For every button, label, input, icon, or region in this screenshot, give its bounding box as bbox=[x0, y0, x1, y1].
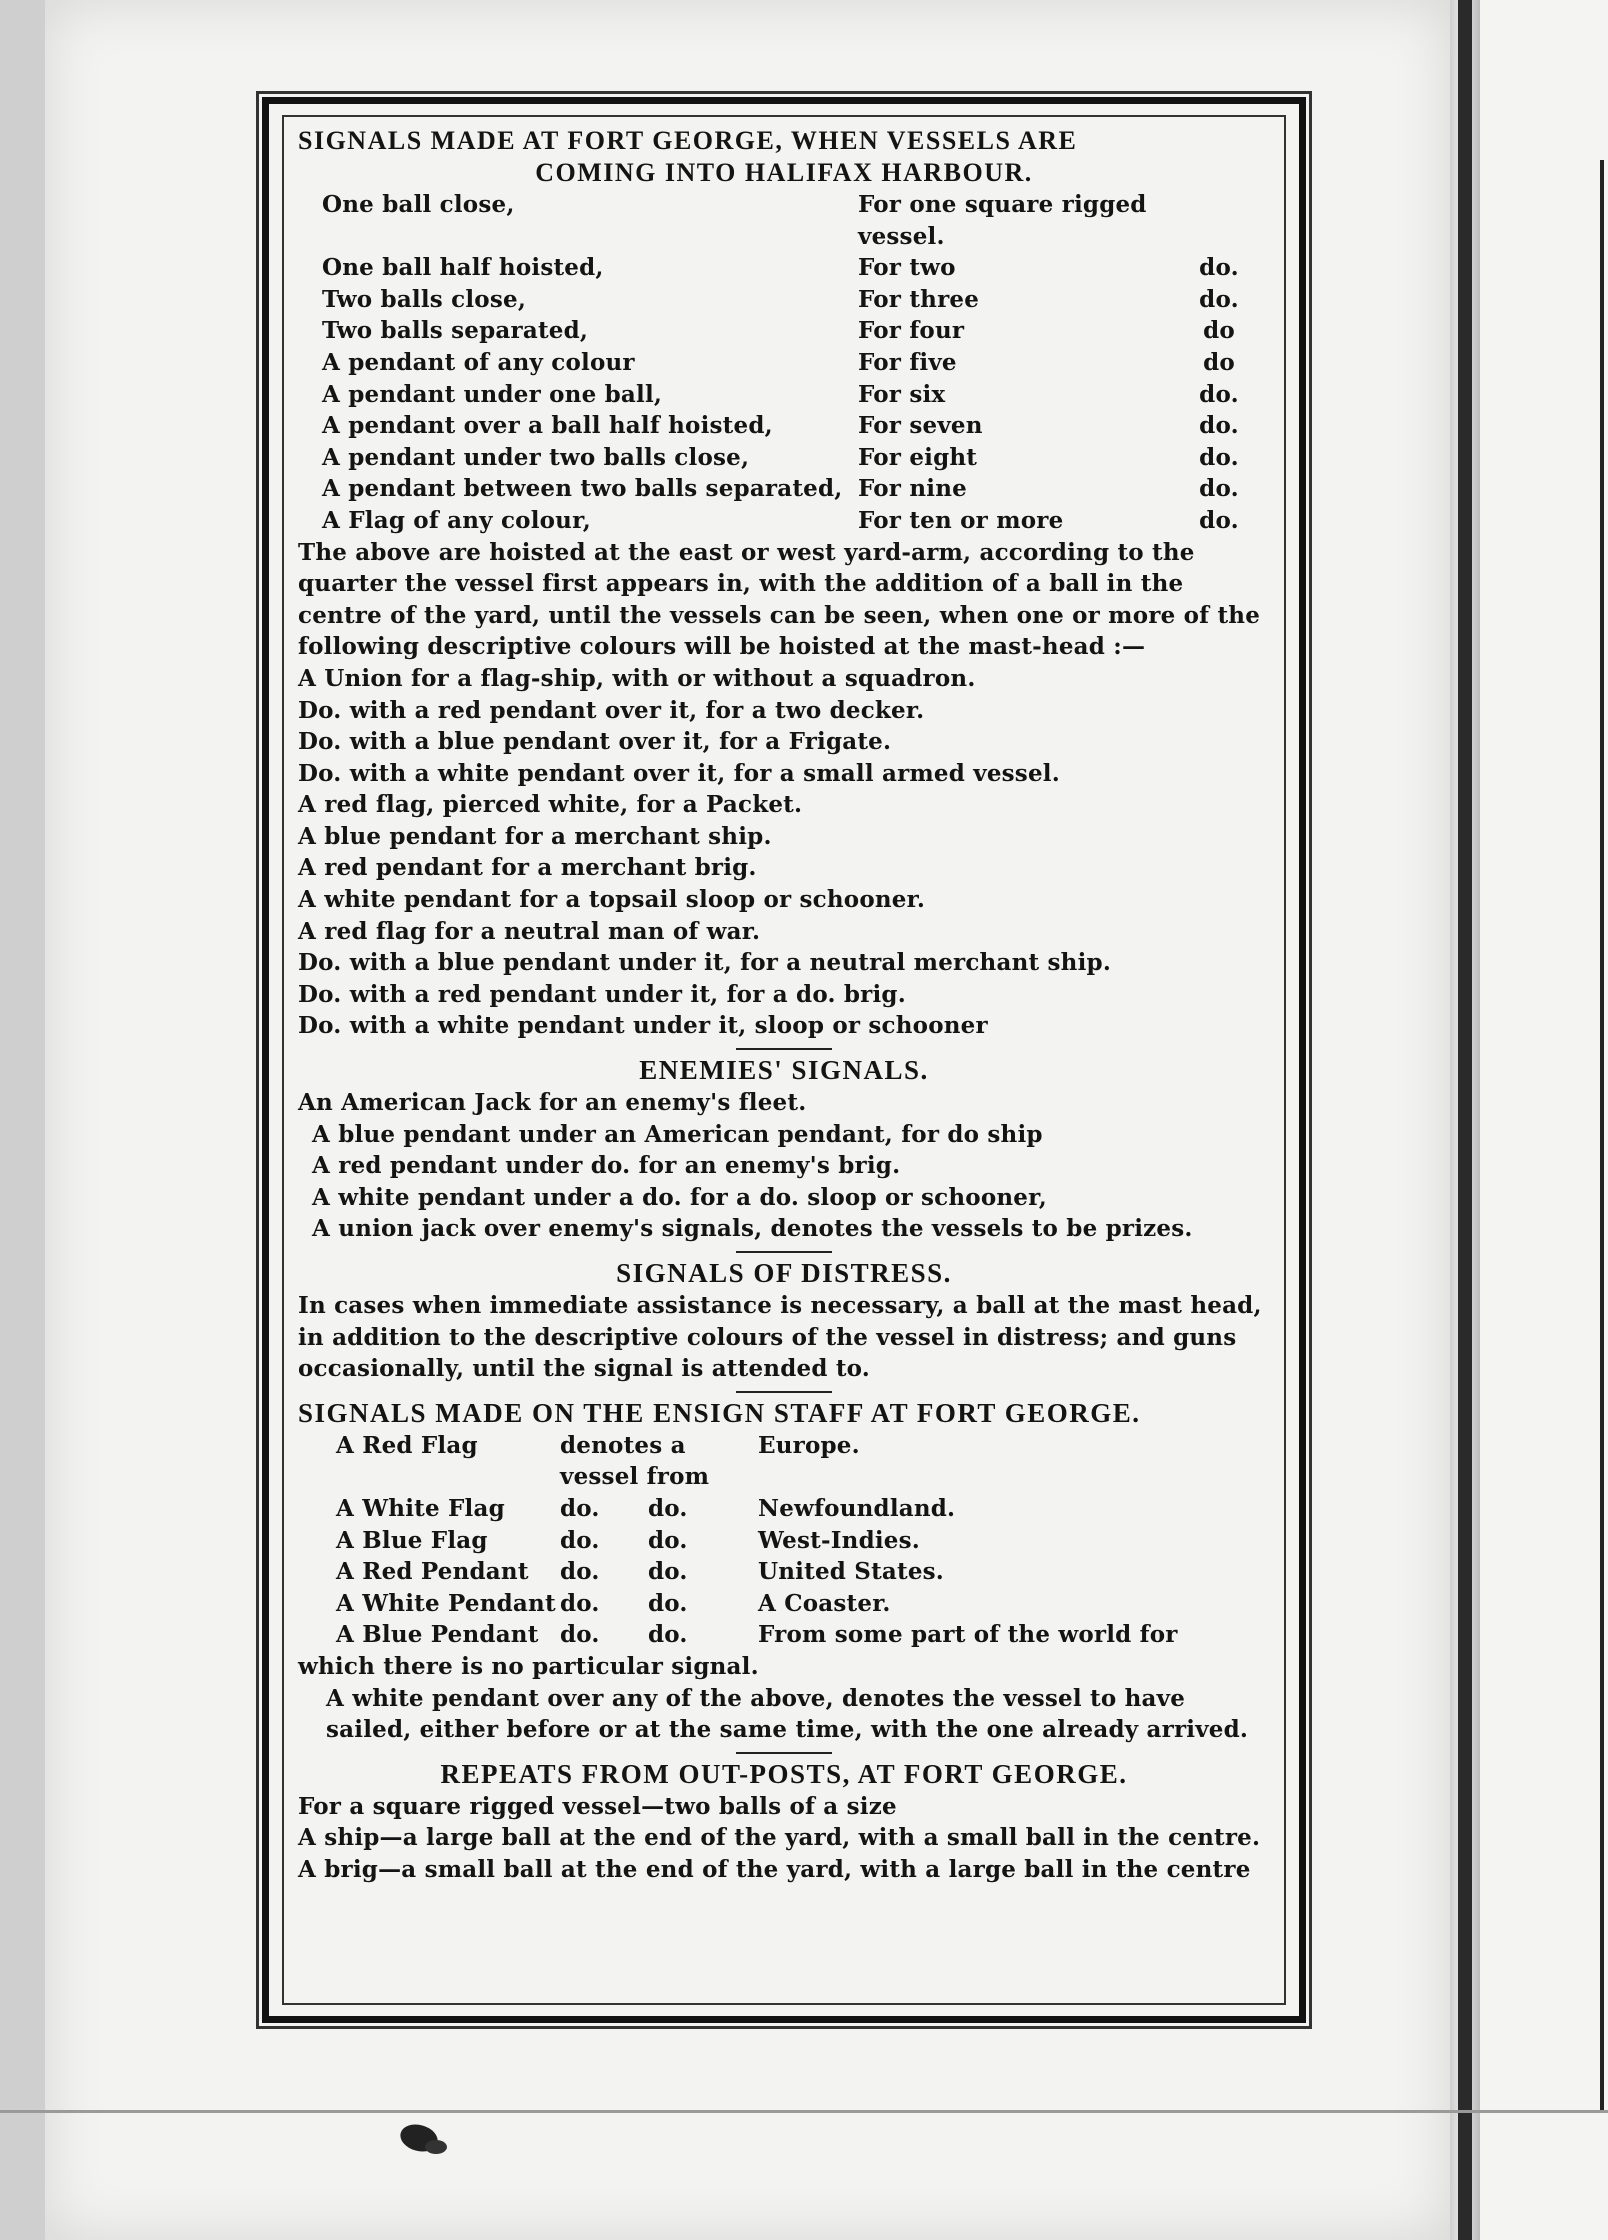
list-item: A white pendant for a topsail sloop or schooner. bbox=[298, 886, 926, 914]
list-item: A red pendant under do. for an enemy's brig. bbox=[312, 1152, 901, 1180]
signal-meaning: For ten or more bbox=[858, 506, 1064, 534]
signal-ditto: do bbox=[1203, 348, 1235, 376]
ditto-cell: do. bbox=[648, 1589, 688, 1617]
table-row bbox=[298, 1556, 1270, 1588]
signal-text: A pendant of any colour bbox=[322, 348, 635, 376]
repeats-heading: REPEATS FROM OUT-POSTS, AT FORT GEORGE. bbox=[440, 1758, 1128, 1789]
explanation-paragraph: The above are hoisted at the east or west yard-arm, according to the quarter the vessel first appears in, with the addition of a ball in the centre of the yard, until the vessels can be seen, when one or more of the following descriptive colours will be hoisted at the mast-head :— bbox=[298, 538, 1261, 661]
signal-text: A pendant over a ball half hoisted, bbox=[322, 412, 773, 440]
ensign-heading: SIGNALS MADE ON THE ENSIGN STAFF AT FORT GEORGE. bbox=[298, 1397, 1141, 1428]
origin-cell: Newfoundland. bbox=[758, 1494, 956, 1522]
flag-cell: A Blue Pendant bbox=[336, 1621, 539, 1649]
signal-ditto: do. bbox=[1199, 285, 1239, 313]
enemies-heading: ENEMIES' SIGNALS. bbox=[639, 1055, 929, 1086]
flag-cell: A White Flag bbox=[336, 1494, 505, 1522]
list-item: A red flag, pierced white, for a Packet. bbox=[298, 791, 803, 819]
signal-row bbox=[298, 315, 1270, 347]
signal-meaning: For nine bbox=[858, 475, 967, 503]
signal-meaning: For one square rigged vessel. bbox=[858, 191, 1147, 250]
signal-row bbox=[298, 410, 1270, 442]
ditto-cell: do. bbox=[648, 1621, 688, 1649]
list-item: A white pendant under a do. for a do. sloop or schooner, bbox=[312, 1183, 1047, 1211]
facing-page-border bbox=[1600, 160, 1604, 2110]
list-item: An American Jack for an enemy's fleet. bbox=[298, 1089, 807, 1117]
signal-ditto: do. bbox=[1199, 254, 1239, 282]
signal-row bbox=[298, 189, 1270, 252]
signal-row bbox=[298, 379, 1270, 411]
ditto-cell: do. bbox=[560, 1558, 600, 1586]
ditto-cell: do. bbox=[648, 1494, 688, 1522]
ditto-cell: do. bbox=[560, 1621, 600, 1649]
section-divider bbox=[736, 1752, 832, 1754]
signals-table bbox=[282, 115, 1286, 2005]
table-row bbox=[298, 1493, 1270, 1525]
list-item: A brig—a small ball at the end of the yard, with a large ball in the centre bbox=[298, 1855, 1251, 1883]
ditto-cell: do. bbox=[560, 1494, 600, 1522]
origin-cell: West-Indies. bbox=[758, 1526, 920, 1554]
ditto-cell: do. bbox=[560, 1526, 600, 1554]
signal-row bbox=[298, 473, 1270, 505]
list-item: Do. with a white pendant under it, sloop or schooner bbox=[298, 1012, 988, 1040]
ditto-cell: denotes a vessel from bbox=[560, 1431, 710, 1491]
list-item: A union jack over enemy's signals, denotes the vessels to be prizes. bbox=[312, 1215, 1193, 1243]
page-bottom-edge bbox=[0, 2110, 1608, 2113]
section-divider bbox=[736, 1251, 832, 1253]
signal-meaning: For five bbox=[858, 348, 957, 376]
title-line-1: SIGNALS MADE AT FORT GEORGE, WHEN VESSELS ARE bbox=[298, 126, 1078, 155]
section-divider bbox=[736, 1391, 832, 1393]
signal-meaning: For four bbox=[858, 317, 965, 345]
origin-cell: From some part of the world for bbox=[758, 1621, 1178, 1649]
list-item: Do. with a red pendant over it, for a two decker. bbox=[298, 696, 925, 724]
signal-text: Two balls close, bbox=[322, 285, 527, 313]
table-row bbox=[298, 1525, 1270, 1557]
ditto-cell: do. bbox=[648, 1558, 688, 1586]
ensign-continuation: which there is no particular signal. bbox=[298, 1652, 759, 1680]
repeats-list bbox=[298, 1791, 1270, 1886]
origin-cell: Europe. bbox=[758, 1431, 860, 1459]
signal-meaning: For eight bbox=[858, 443, 978, 471]
signal-text: A pendant under two balls close, bbox=[322, 443, 750, 471]
list-item: A red flag for a neutral man of war. bbox=[298, 917, 761, 945]
signal-ditto: do. bbox=[1199, 380, 1239, 408]
signal-ditto bbox=[1168, 189, 1270, 252]
title-line-2: COMING INTO HALIFAX HARBOUR. bbox=[535, 158, 1033, 187]
section-divider bbox=[736, 1048, 832, 1050]
signal-ditto: do. bbox=[1199, 506, 1239, 534]
signal-text: One ball close, bbox=[322, 191, 515, 218]
origin-cell: A Coaster. bbox=[758, 1589, 891, 1617]
signal-ditto: do. bbox=[1199, 475, 1239, 503]
list-item: A blue pendant under an American pendant, for do ship bbox=[312, 1120, 1043, 1148]
binding-shadow bbox=[1458, 0, 1472, 2240]
list-item: For a square rigged vessel—two balls of a size bbox=[298, 1792, 897, 1820]
list-item: A ship—a large ball at the end of the yard, with a small ball in the centre. bbox=[298, 1824, 1261, 1852]
list-item: Do. with a red pendant under it, for a do. brig. bbox=[298, 980, 906, 1008]
enemies-list bbox=[298, 1087, 1270, 1245]
signal-ditto: do bbox=[1203, 317, 1235, 345]
ensign-table bbox=[298, 1430, 1270, 1651]
signal-text: A pendant between two balls separated, bbox=[322, 475, 843, 503]
vessel-signals-list bbox=[298, 189, 1270, 537]
signal-meaning: For seven bbox=[858, 412, 983, 440]
signal-text: A pendant under one ball, bbox=[322, 380, 663, 408]
ensign-note: A white pendant over any of the above, denotes the vessel to have sailed, either before or at the same time, with the one already arrived. bbox=[326, 1684, 1249, 1744]
signal-row bbox=[298, 284, 1270, 316]
page-margin-left bbox=[0, 0, 45, 2240]
signal-text: A Flag of any colour, bbox=[322, 506, 591, 534]
list-item: A Union for a flag-ship, with or without a squadron. bbox=[298, 664, 976, 692]
flag-cell: A Red Flag bbox=[336, 1431, 478, 1459]
table-row bbox=[298, 1588, 1270, 1620]
signal-text: One ball half hoisted, bbox=[322, 254, 604, 282]
facing-page bbox=[1480, 0, 1608, 2240]
distress-heading: SIGNALS OF DISTRESS. bbox=[616, 1258, 952, 1288]
flag-cell: A Blue Flag bbox=[336, 1526, 488, 1554]
signal-meaning: For three bbox=[858, 285, 980, 313]
list-item: Do. with a white pendant over it, for a small armed vessel. bbox=[298, 759, 1060, 787]
signal-row bbox=[298, 252, 1270, 284]
distress-paragraph: In cases when immediate assistance is necessary, a ball at the mast head, in addition to the descriptive colours of the vessel in distress; and guns occasionally, until the signal is attended to. bbox=[298, 1292, 1262, 1383]
signal-ditto: do. bbox=[1199, 412, 1239, 440]
ditto-cell: do. bbox=[648, 1526, 688, 1554]
list-item: A blue pendant for a merchant ship. bbox=[298, 822, 772, 850]
signal-meaning: For two bbox=[858, 254, 956, 282]
origin-cell: United States. bbox=[758, 1558, 945, 1586]
signal-meaning: For six bbox=[858, 380, 946, 408]
table-row bbox=[298, 1619, 1270, 1651]
signal-text: Two balls separated, bbox=[322, 317, 589, 345]
flag-cell: A Red Pendant bbox=[336, 1558, 529, 1586]
table-row bbox=[298, 1430, 1270, 1493]
flag-cell: A White Pendant bbox=[336, 1589, 556, 1617]
signal-row bbox=[298, 347, 1270, 379]
list-item: A red pendant for a merchant brig. bbox=[298, 854, 757, 882]
ditto-cell: do. bbox=[560, 1589, 600, 1617]
list-item: Do. with a blue pendant over it, for a Frigate. bbox=[298, 728, 892, 756]
list-item: Do. with a blue pendant under it, for a neutral merchant ship. bbox=[298, 949, 1112, 977]
ink-blot-small bbox=[425, 2140, 447, 2154]
signal-row bbox=[298, 442, 1270, 474]
signal-ditto: do. bbox=[1199, 443, 1239, 471]
descriptive-colours-list bbox=[298, 663, 1270, 1042]
signal-row bbox=[298, 505, 1270, 537]
